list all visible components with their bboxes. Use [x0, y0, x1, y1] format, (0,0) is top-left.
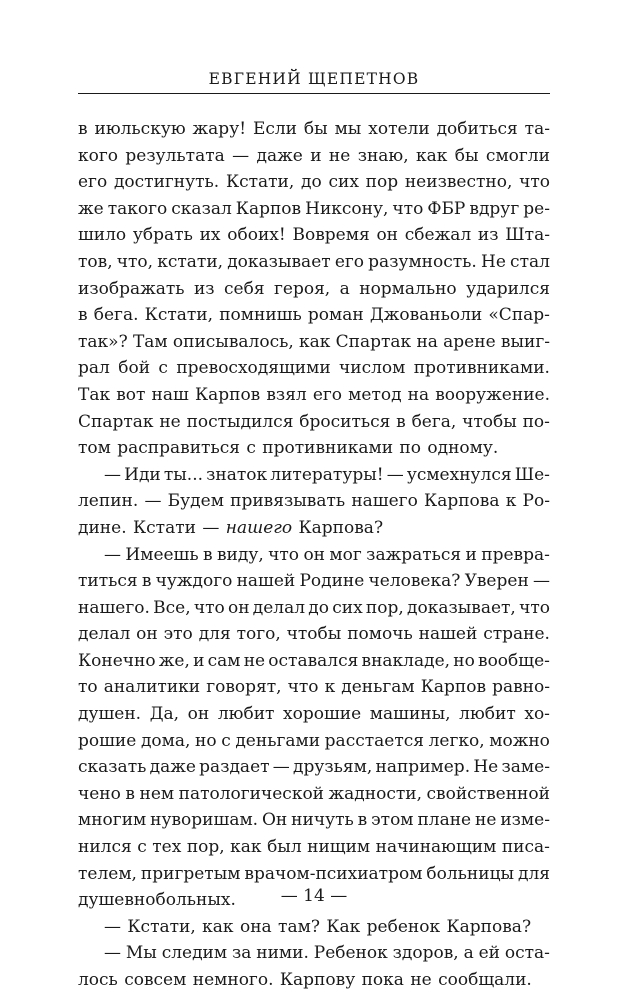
text-line: душевнобольных. — [78, 890, 236, 911]
page-number: — 14 — — [280, 886, 348, 906]
text-line: дине. Кстати — нашего Карпова? — [78, 517, 384, 538]
text-line: то аналитики говорят, что к деньгам Карпов равно- — [78, 677, 550, 698]
text-line: шило убрать их обоих! Вовремя он сбежал из Шта- — [78, 225, 550, 246]
text-line: кого результата — даже и не знаю, как бы смогли — [78, 145, 550, 166]
text-line: лось совсем немного. Карпову пока не сообщали. — [78, 970, 532, 990]
text-line: многим нуворишам. Он ничуть в этом плане не изме- — [78, 810, 550, 831]
text-line: Конечно же, и сам не оставался внакладе, но вообще- — [78, 650, 550, 671]
text-line: рал бой с превосходящими числом противниками. — [78, 358, 550, 379]
text-line: изображать из себя героя, а нормально ударился — [78, 278, 550, 299]
text-line: — Мы следим за ними. Ребенок здоров, а ей оста- — [104, 943, 550, 964]
text-line: том расправиться с противниками по одному. — [78, 438, 499, 459]
text-line: тов, что, кстати, доказывает его разумность. Не стал — [78, 251, 550, 272]
text-line: чено в нем патологической жадности, свойственной — [78, 783, 550, 804]
text-line: в июльскую жару! Если бы мы хотели добиться та- — [78, 119, 550, 139]
text-line: делал он это для того, чтобы помочь нашей стране. — [78, 624, 550, 645]
text-line: рошие дома, но с деньгами расстается легко, можно — [78, 730, 550, 751]
text-line: душен. Да, он любит хорошие машины, любит хо- — [78, 704, 550, 725]
text-line: нашего. Все, что он делал до сих пор, доказывает, что — [78, 597, 550, 618]
text-line: так»? Там описывалось, как Спартак на арене выиг- — [78, 331, 550, 352]
body-text — [78, 116, 550, 994]
text-line: Так вот наш Карпов взял его метод на вооружение. — [78, 384, 550, 405]
text-line: нился с тех пор, как был нищим начинающим писа- — [78, 837, 550, 858]
text-line: Спартак не постыдился броситься в бега, чтобы по- — [78, 411, 550, 432]
text-line: его достигнуть. Кстати, до сих пор неизвестно, что — [78, 172, 550, 193]
text-line: же такого сказал Карпов Никсону, что ФБР вдруг ре- — [78, 198, 550, 219]
text-line: — Иди ты... знаток литературы! — усмехнулся Ше- — [104, 464, 550, 485]
text-line: сказать даже раздает — друзьям, например. Не заме- — [78, 757, 550, 778]
running-title: ЕВГЕНИЙ ЩЕПЕТНОВ — [208, 70, 420, 88]
text-line: в бега. Кстати, помнишь роман Джованьоли «Спар- — [78, 305, 550, 326]
text-line: лепин. — Будем привязывать нашего Карпова к Ро- — [78, 491, 550, 512]
text-line: — Имеешь в виду, что он мог зажраться и превра- — [104, 544, 550, 565]
header-rule — [78, 93, 550, 94]
text-line: телем, пригретым врачом-психиатром больницы для — [78, 863, 550, 884]
text-line: — Кстати, как она там? Как ребенок Карпова? — [104, 916, 532, 937]
text-line: титься в чуждого нашей Родине человека? Уверен — — [78, 571, 550, 592]
